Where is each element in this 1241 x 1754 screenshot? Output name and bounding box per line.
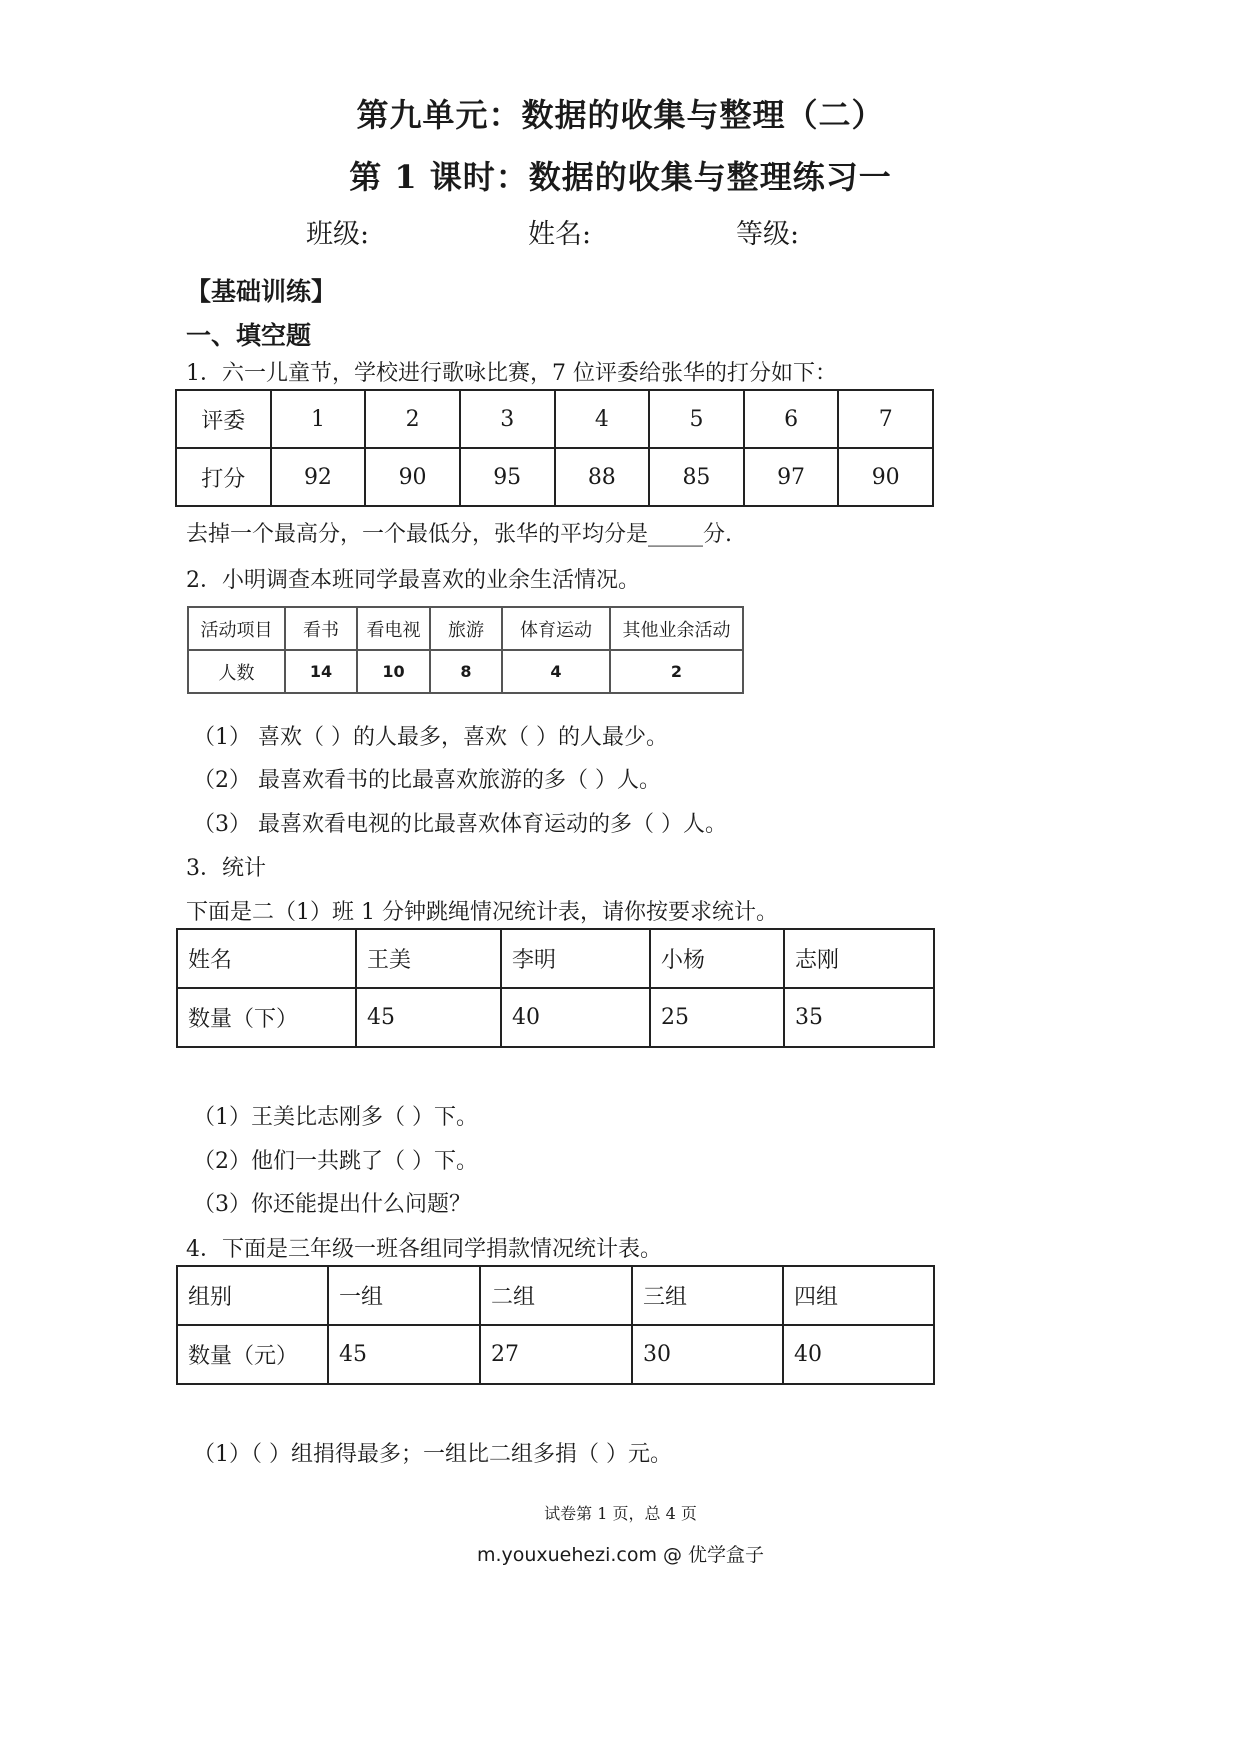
table-header-cell: 李明 [501,929,650,988]
section-heading: 【基础训练】 [186,277,337,306]
table-header-cell: 数量（元） [177,1325,328,1384]
table-cell: 3 [460,390,555,448]
table-header-cell: 二组 [480,1266,632,1325]
table-header-cell: 四组 [783,1266,934,1325]
table-cell: 27 [480,1325,632,1384]
table-cell: 90 [365,448,460,506]
table-header-cell: 活动项目 [188,607,285,650]
name-label: 姓名: [528,219,592,250]
part-heading: 一、填空题 [186,321,312,350]
table-cell: 8 [430,650,502,693]
table-cell: 2 [610,650,743,693]
table-header-cell: 王美 [356,929,501,988]
question-1-text: 1．六一儿童节，学校进行歌咏比赛，7 位评委给张华的打分如下： [186,361,837,386]
table-cell: 88 [555,448,650,506]
table-header-cell: 数量（下） [177,988,356,1047]
question-2-sub1: （1） 喜欢（ ）的人最多，喜欢（ ）的人最少。 [193,725,668,750]
table-cell: 1 [271,390,366,448]
table-cell: 2 [365,390,460,448]
question-1-followup: 去掉一个最高分，一个最低分，张华的平均分是_____分. [186,522,732,547]
table-cell: 95 [460,448,555,506]
table-cell: 92 [271,448,366,506]
table-header-cell: 志刚 [784,929,934,988]
question-2-sub3: （3） 最喜欢看电视的比最喜欢体育运动的多（ ）人。 [193,812,727,837]
table-header-cell: 一组 [328,1266,480,1325]
table-cell: 35 [784,988,934,1047]
table-header-cell: 体育运动 [502,607,610,650]
class-label: 班级: [306,219,370,250]
question-4-sub1: （1）（ ）组捐得最多；一组比二组多捐（ ）元。 [193,1442,672,1467]
table-header-cell: 三组 [632,1266,783,1325]
table-cell: 40 [501,988,650,1047]
lesson-title: 第 1 课时：数据的收集与整理练习一 [349,158,892,196]
question-4-text: 4．下面是三年级一班各组同学捐款情况统计表。 [186,1237,662,1262]
table-cell: 4 [555,390,650,448]
table-cell: 7 [838,390,933,448]
table-cell: 14 [285,650,357,693]
table-cell: 90 [838,448,933,506]
table-header-cell: 评委 [176,390,271,448]
question-3-sub2: （2）他们一共跳了（ ）下。 [193,1149,478,1174]
question-3-sub1: （1）王美比志刚多（ ）下。 [193,1105,478,1130]
question-3-intro: 下面是二（1）班 1 分钟跳绳情况统计表，请你按要求统计。 [186,900,778,925]
table-header-cell: 人数 [188,650,285,693]
source-url: m.youxuehezi.com @ 优学盒子 [476,1544,765,1566]
unit-title: 第九单元：数据的收集与整理（二） [356,96,885,134]
table-cell: 45 [356,988,501,1047]
page-number: 试卷第 1 页，总 4 页 [544,1504,697,1523]
table-cell: 6 [744,390,839,448]
table-header-cell: 看电视 [357,607,430,650]
activity-table [187,606,744,694]
table-header-cell: 其他业余活动 [610,607,743,650]
table-cell: 25 [650,988,784,1047]
table-header-cell: 组别 [177,1266,328,1325]
question-3-text: 3．统计 [186,856,266,881]
table-cell: 5 [649,390,744,448]
table-header-cell: 看书 [285,607,357,650]
score-table [175,389,934,507]
table-cell: 4 [502,650,610,693]
table-cell: 40 [783,1325,934,1384]
table-cell: 10 [357,650,430,693]
grade-label: 等级: [736,219,800,250]
jump-rope-table [176,928,935,1048]
question-2-text: 2．小明调查本班同学最喜欢的业余生活情况。 [186,568,640,593]
table-header-cell: 打分 [176,448,271,506]
table-cell: 30 [632,1325,783,1384]
table-cell: 97 [744,448,839,506]
question-2-sub2: （2） 最喜欢看书的比最喜欢旅游的多（ ）人。 [193,768,661,793]
table-cell: 85 [649,448,744,506]
table-header-cell: 小杨 [650,929,784,988]
table-header-cell: 姓名 [177,929,356,988]
donation-table [176,1265,935,1385]
table-header-cell: 旅游 [430,607,502,650]
question-3-sub3: （3）你还能提出什么问题？ [193,1192,471,1217]
table-cell: 45 [328,1325,480,1384]
